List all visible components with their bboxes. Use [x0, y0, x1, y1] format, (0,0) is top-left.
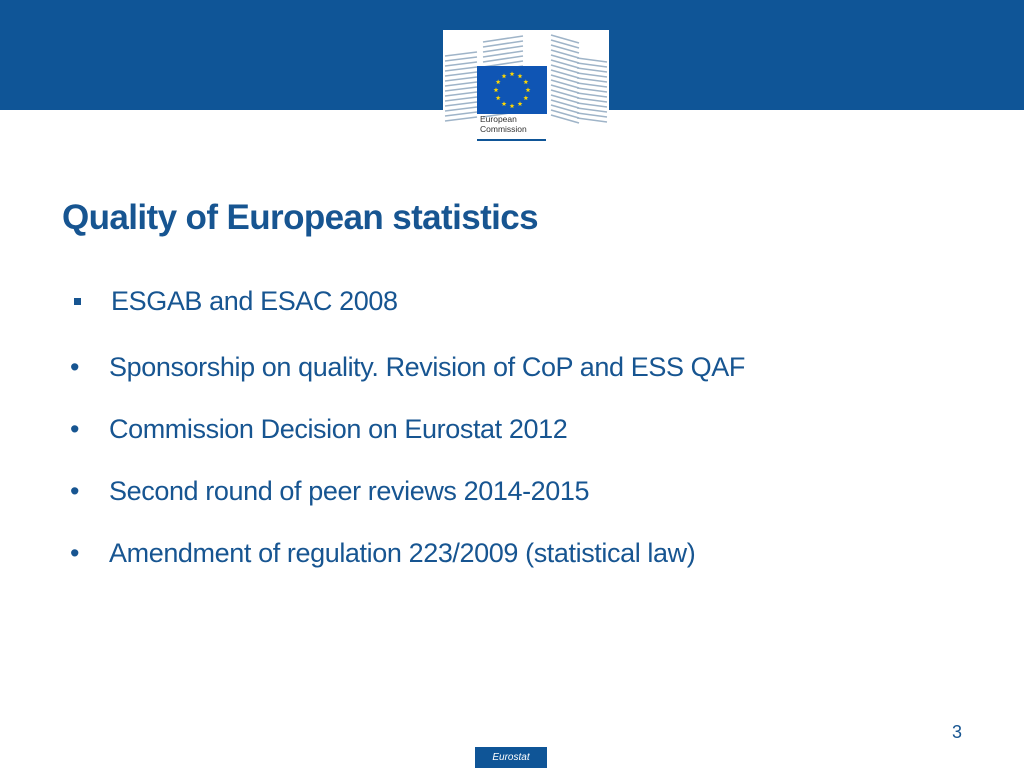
- logo-text-line1: European: [480, 114, 517, 124]
- bullet-dot-icon: •: [70, 538, 80, 568]
- footer-eurostat-tab: Eurostat: [475, 747, 547, 768]
- logo-text-line2: Commission: [480, 124, 527, 134]
- bullet-dot-icon: •: [70, 352, 80, 382]
- page-number: 3: [952, 722, 963, 742]
- slide-title: Quality of European statistics: [62, 198, 538, 237]
- bullet-text: Second round of peer reviews 2014-2015: [109, 476, 590, 506]
- bullet-text: Sponsorship on quality. Revision of CoP and ESS QAF: [109, 352, 745, 382]
- logo-underline: [477, 139, 546, 141]
- bullet-text: Commission Decision on Eurostat 2012: [109, 414, 568, 444]
- bullet-text: Amendment of regulation 223/2009 (statistical law): [109, 538, 696, 568]
- bullet-dot-icon: •: [70, 414, 80, 444]
- logo-text: [480, 114, 527, 134]
- square-bullet-icon: [74, 298, 81, 305]
- bullet-dot-icon: •: [70, 476, 80, 506]
- section-heading-text: ESGAB and ESAC 2008: [111, 286, 398, 316]
